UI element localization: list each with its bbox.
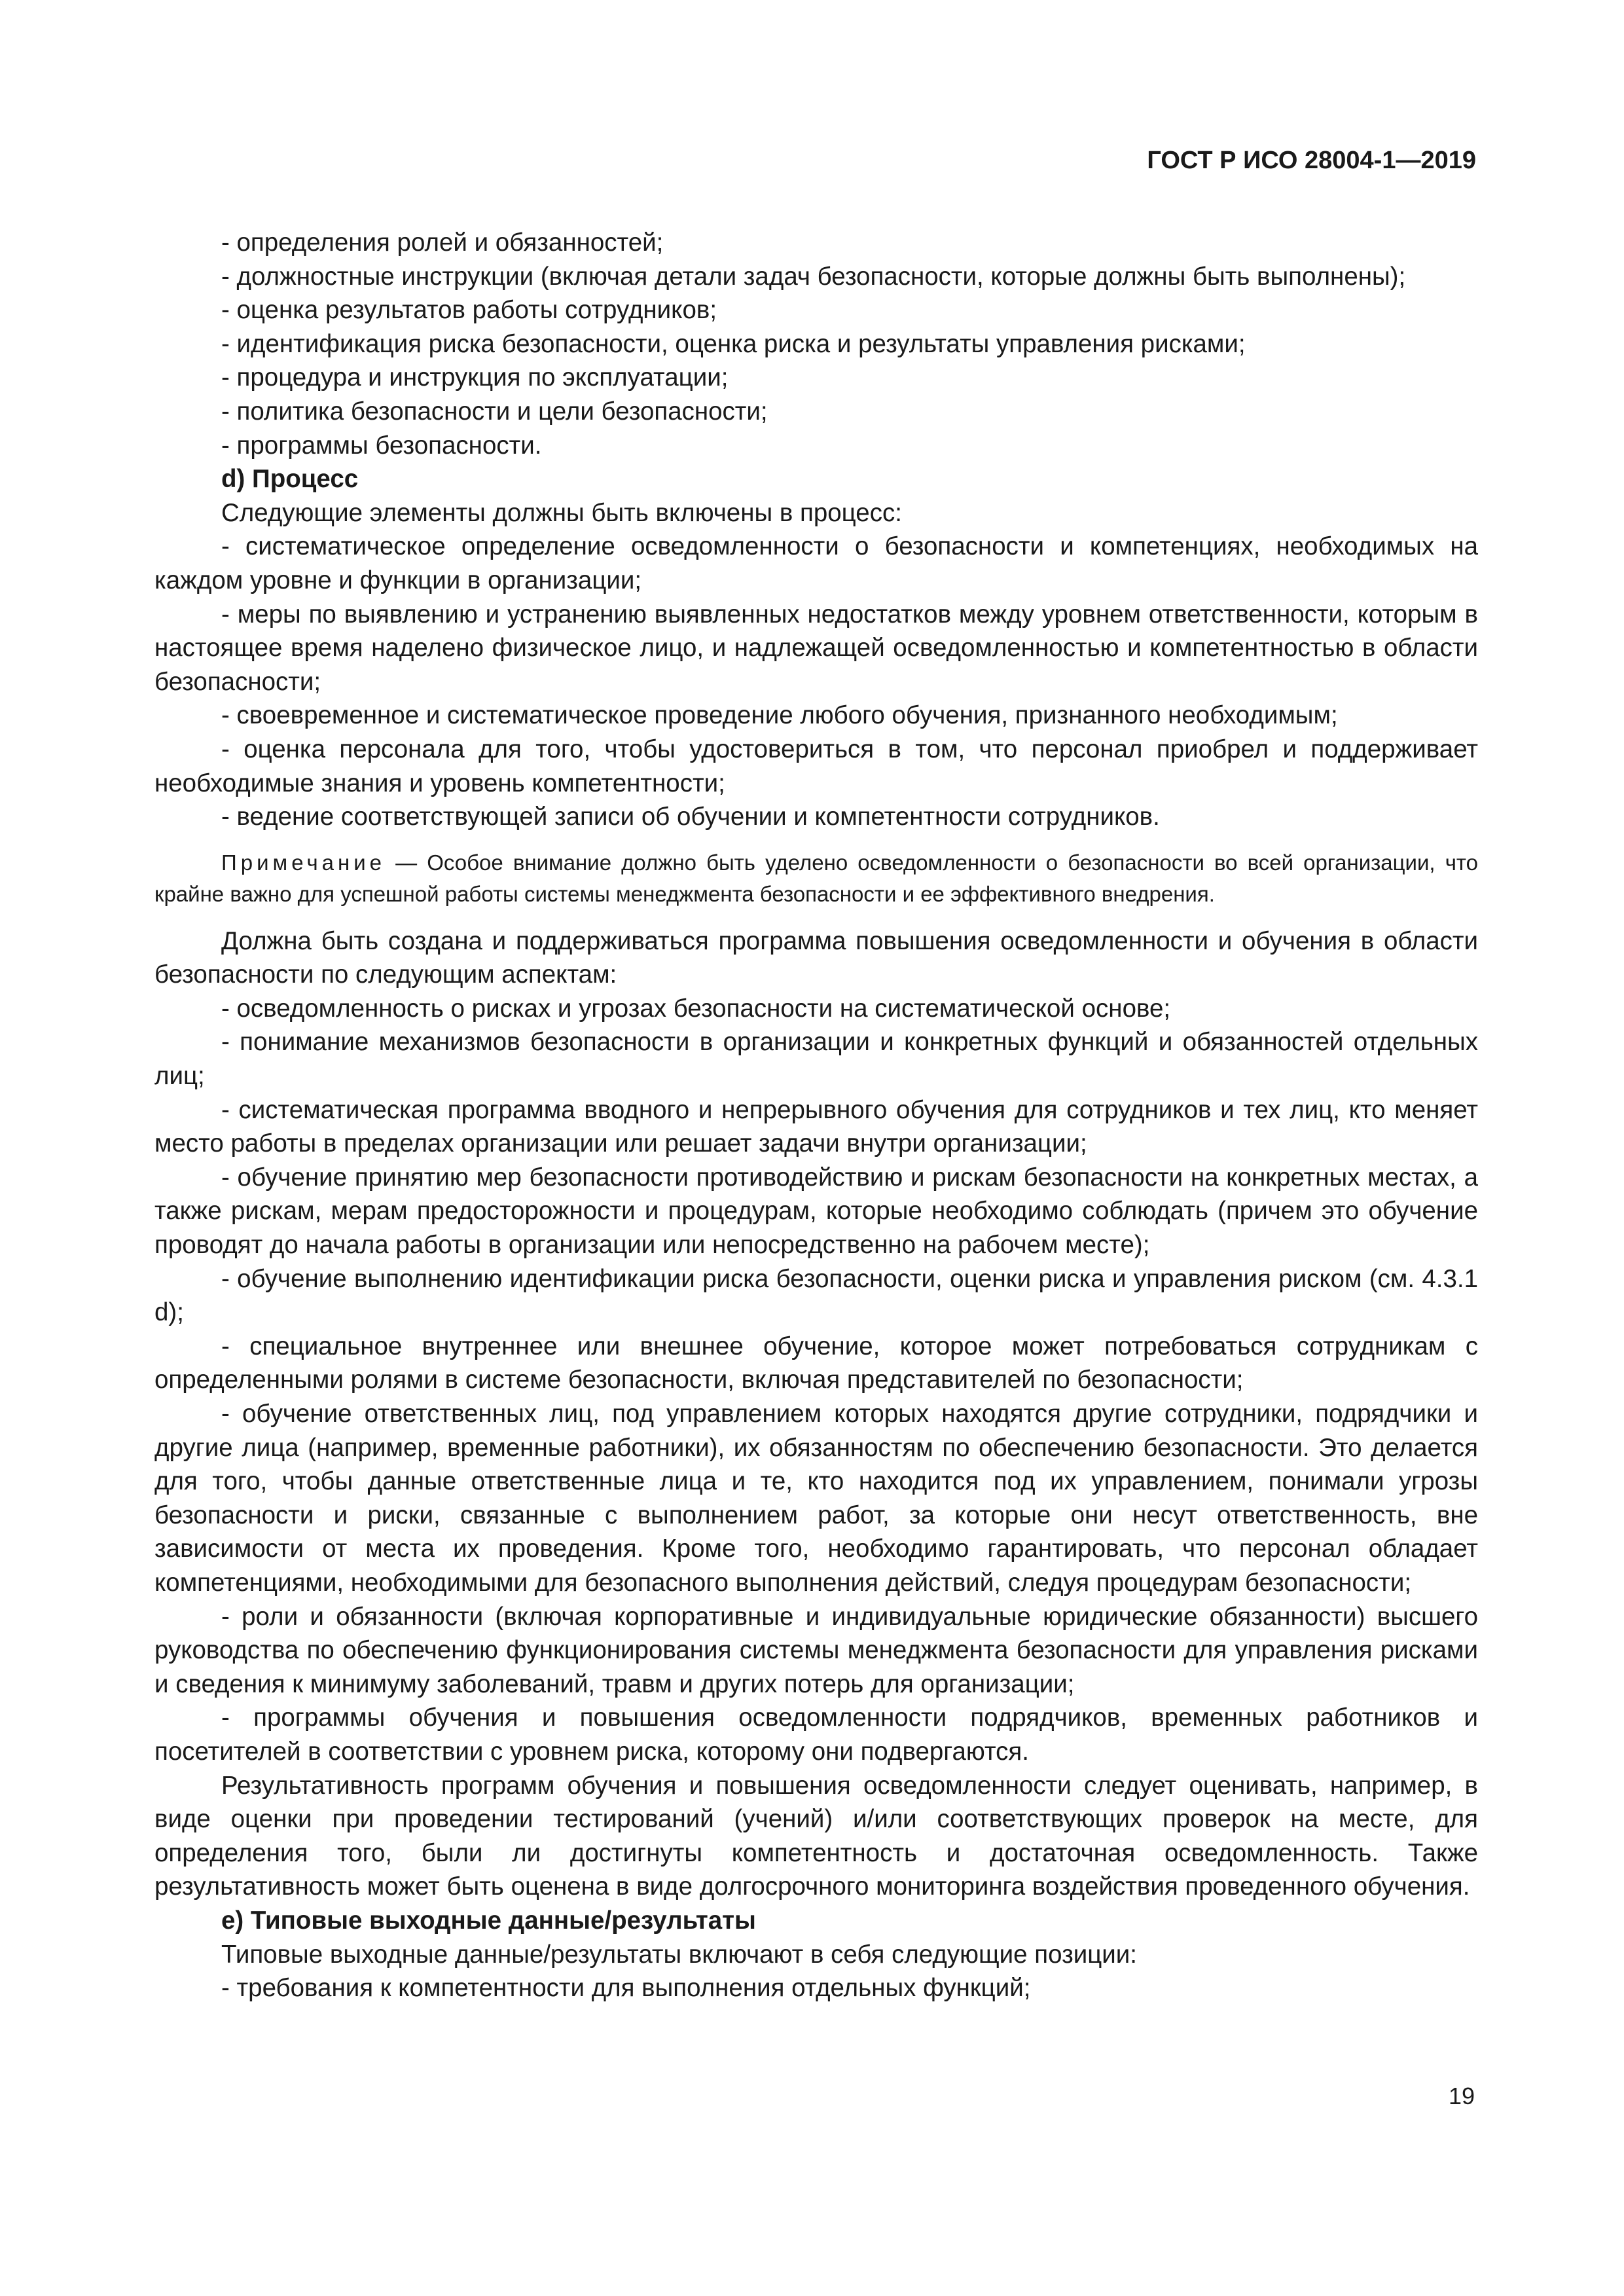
list-item: - меры по выявлению и устранению выявленных недостатков между уровнем ответственности, которым в настоящее время наделено физическое лицо, и надлежащей осведомленностью и компетентностью в области безопасности; bbox=[154, 600, 1478, 696]
section-e-intro: Типовые выходные данные/результаты включают в себя следующие позиции: bbox=[221, 1940, 1137, 1969]
list-item: - ведение соответствующей записи об обучении и компетентности сотрудников. bbox=[221, 803, 1160, 831]
list-item: - систематическое определение осведомленности о безопасности и компетенциях, необходимых на каждом уровне и функции в организации; bbox=[154, 532, 1478, 594]
program-intro: Должна быть создана и поддерживаться программа повышения осведомленности и обучения в области безопасности по следующим аспектам: bbox=[154, 926, 1478, 989]
list-item: - обучение принятию мер безопасности противодействию и рискам безопасности на конкретных местах, а также рискам, мерам предосторожности и процедурам, которые необходимо соблюдать (причем это обучение проводят до начала работы в организации или непосредственно на рабочем месте); bbox=[154, 1163, 1478, 1260]
list-item: - процедура и инструкция по эксплуатации; bbox=[221, 363, 729, 392]
note-paragraph bbox=[154, 847, 1478, 910]
section-e-heading: e) Типовые выходные данные/результаты bbox=[221, 1906, 756, 1935]
list-item: - политика безопасности и цели безопасности; bbox=[221, 397, 768, 426]
list-item: - своевременное и систематическое проведение любого обучения, признанного необходимым; bbox=[221, 701, 1338, 730]
page-body bbox=[154, 226, 1478, 2005]
list-item: - понимание механизмов безопасности в организации и конкретных функций и обязанностей отдельных лиц; bbox=[154, 1028, 1478, 1091]
effectiveness-paragraph: Результативность программ обучения и повышения осведомленности следует оценивать, например, в виде оценки при проведении тестирований (учений) и/или соответствующих проверок на месте, для определения того, были ли достигнуты компетентность и достаточная осведомленность. Также результативность может быть оценена в виде долгосрочного мониторинга воздействия проведенного обучения. bbox=[154, 1771, 1478, 1901]
list-item: - обучение ответственных лиц, под управлением которых находятся другие сотрудники, подрядчики и другие лица (например, временные работники), их обязанностям по обеспечению безопасности. Это делается для того, чтобы данные ответственные лица и те, кто находится под их управлением, понимали угрозы безопасности и риски, связанные с выполнением работ, за которые они несут ответственность, вне зависимости от места их проведения. Кроме того, необходимо гарантировать, что персонал обладает компетенциями, необходимыми для безопасного выполнения действий, следуя процедурам безопасности; bbox=[154, 1400, 1478, 1597]
list-item: - специальное внутреннее или внешнее обучение, которое может потребоваться сотрудникам с определенными ролями в системе безопасности, включая представителей по безопасности; bbox=[154, 1332, 1478, 1394]
list-item: - программы безопасности. bbox=[221, 431, 542, 460]
list-item: - оценка результатов работы сотрудников; bbox=[221, 296, 717, 325]
section-d-heading: d) Процесс bbox=[221, 465, 359, 494]
list-item: - требования к компетентности для выполнения отдельных функций; bbox=[221, 1974, 1031, 2003]
section-d-intro: Следующие элементы должны быть включены в процесс: bbox=[221, 498, 902, 527]
list-item: - идентификация риска безопасности, оценка риска и результаты управления рисками; bbox=[221, 329, 1246, 358]
list-item: - обучение выполнению идентификации риска безопасности, оценки риска и управления риском (см. 4.3.1 d); bbox=[154, 1264, 1478, 1327]
page-number: 19 bbox=[1448, 2083, 1475, 2109]
note-text: — Особое внимание должно быть уделено осведомленности о безопасности во всей организации, что крайне важно для успешной работы системы менеджмента безопасности и ее эффективного внедрения. bbox=[154, 850, 1478, 906]
page-header-standard: ГОСТ Р ИСО 28004-1—2019 bbox=[1147, 147, 1476, 174]
list-item: - должностные инструкции (включая детали задач безопасности, которые должны быть выполнены); bbox=[221, 262, 1406, 291]
list-item: - определения ролей и обязанностей; bbox=[221, 228, 664, 257]
list-item: - систематическая программа вводного и непрерывного обучения для сотрудников и тех лиц, кто меняет место работы в пределах организации или решает задачи внутри организации; bbox=[154, 1095, 1478, 1158]
note-label: Примечание bbox=[221, 850, 386, 875]
list-item: - оценка персонала для того, чтобы удостовериться в том, что персонал приобрел и поддерживает необходимые знания и уровень компетентности; bbox=[154, 735, 1478, 797]
list-item: - роли и обязанности (включая корпоративные и индивидуальные юридические обязанности) высшего руководства по обеспечению функционирования системы менеджмента безопасности для управления рисками и сведения к минимуму заболеваний, травм и других потерь для организации; bbox=[154, 1602, 1478, 1698]
list-item: - осведомленность о рисках и угрозах безопасности на систематической основе; bbox=[221, 994, 1171, 1023]
list-item: - программы обучения и повышения осведомленности подрядчиков, временных работников и посетителей в соответствии с уровнем риска, которому они подвергаются. bbox=[154, 1704, 1478, 1766]
